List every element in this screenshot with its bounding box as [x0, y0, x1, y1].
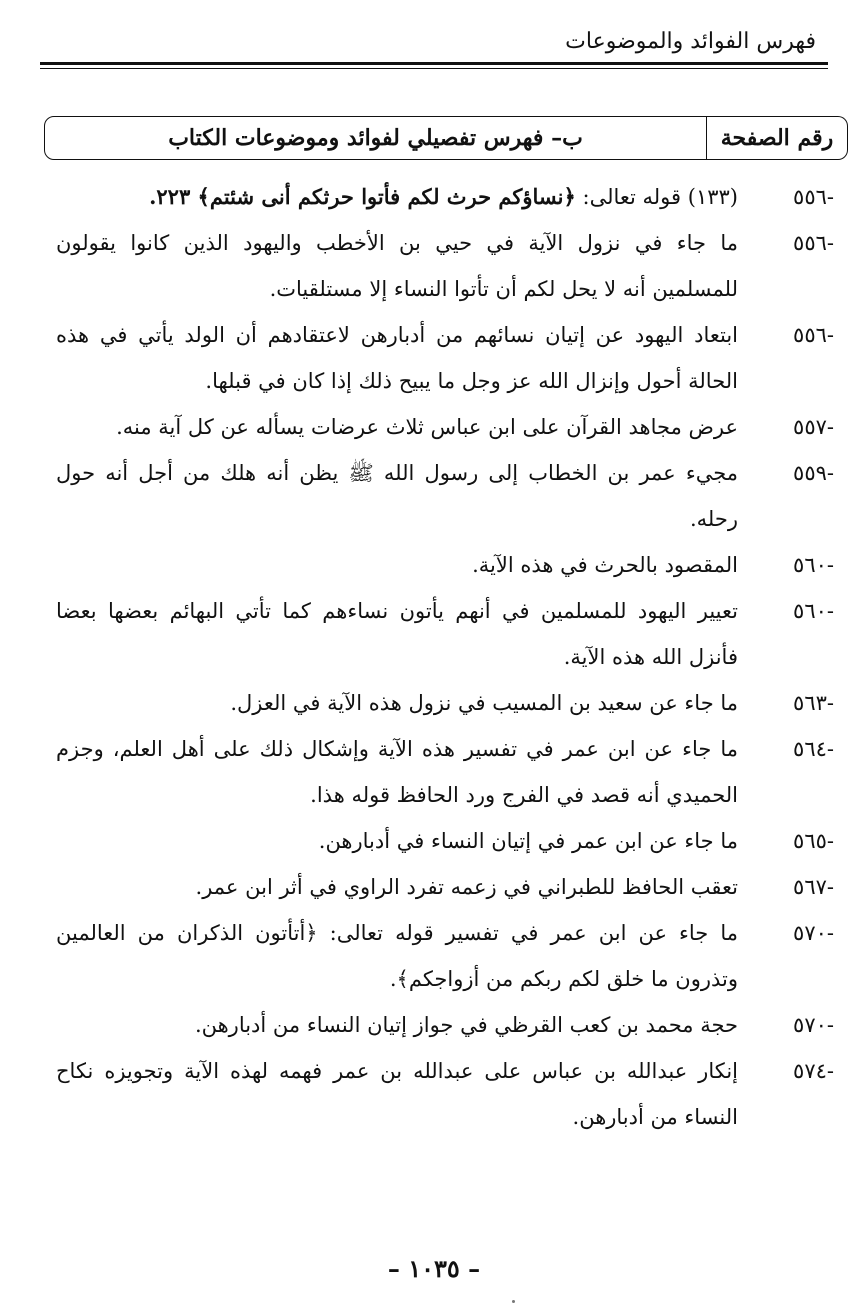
entry-text	[44, 174, 738, 220]
page-number-column-header: رقم الصفحة	[707, 116, 848, 160]
header-rule-thick	[40, 62, 828, 65]
entry-text: حجة محمد بن كعب القرظي في جواز إتيان النساء من أدبارهن.	[194, 1013, 738, 1037]
index-entry	[44, 174, 848, 220]
entry-text: مجيء عمر بن الخطاب إلى رسول الله ﷺ يظن أنه هلك من أجل أنه حول رحله.	[56, 461, 738, 531]
topics-column-header: ب– فهرس تفصيلي لفوائد وموضوعات الكتاب	[44, 116, 707, 160]
entry-page-number: -٥٥٦	[793, 185, 834, 209]
running-header: فهرس الفوائد والموضوعات	[565, 29, 816, 54]
index-entries	[44, 174, 848, 1140]
entry-page-number: -٥٦٣	[793, 691, 834, 715]
entry-page-number: -٥٦٧	[793, 875, 834, 899]
entry-text: تعيير اليهود للمسلمين في أنهم يأتون نساءهم كما تأتي البهائم بعضها بعضا فأنزل الله هذه الآية.	[56, 599, 738, 669]
page-number-footer: – ١٠٣٥ –	[387, 1254, 481, 1283]
index-entry	[44, 1002, 848, 1048]
entry-text: المقصود بالحرث في هذه الآية.	[472, 553, 738, 577]
entry-page-number: -٥٧٤	[793, 1059, 834, 1083]
entry-page-number: -٥٥٦	[793, 323, 834, 347]
index-entry	[44, 220, 848, 312]
entry-text: ابتعاد اليهود عن إتيان نسائهم من أدبارهن لاعتقادهم أن الولد يأتي في هذه الحالة أحول وإنزال الله عز وجل ما يبيح ذلك إذا كان في قبلها.	[56, 323, 738, 393]
index-entry	[44, 588, 848, 680]
entry-page-number: -٥٥٧	[793, 415, 834, 439]
print-speck	[512, 1300, 515, 1303]
entry-page-number: -٥٦٥	[793, 829, 834, 853]
index-entry	[44, 910, 848, 1002]
entry-text: تعقب الحافظ للطبراني في زعمه تفرد الراوي في أثر ابن عمر.	[195, 875, 738, 899]
entry-page-number: -٥٧٠	[793, 1013, 834, 1037]
header-rule-thin	[40, 68, 828, 69]
index-entry	[44, 1048, 848, 1140]
index-entry	[44, 818, 848, 864]
entry-text: ما جاء في نزول الآية في حيي بن الأخطب واليهود الذين كانوا يقولون للمسلمين أنه لا يحل لكم أن تأتوا النساء إلا مستلقيات.	[56, 231, 738, 301]
index-entry	[44, 680, 848, 726]
entry-page-number: -٥٦٤	[793, 737, 834, 761]
entry-text: ما جاء عن ابن عمر في إتيان النساء في أدبارهن.	[318, 829, 738, 853]
entry-page-number: -٥٧٠	[793, 921, 834, 945]
entry-text: ما جاء عن ابن عمر في تفسير قوله تعالى: ﴿أتأتون الذكران من العالمين وتذرون ما خلق لكم ربكم من أزواجكم﴾.	[56, 921, 738, 991]
entry-page-number: -٥٥٩	[793, 461, 834, 485]
index-entry	[44, 726, 848, 818]
entry-page-number: -٥٦٠	[793, 553, 834, 577]
entry-text: ما جاء عن ابن عمر في تفسير هذه الآية وإشكال ذلك على أهل العلم، وجزم الحميدي أنه قصد في الفرج ورد الحافظ قوله هذا.	[56, 737, 738, 807]
index-table-header	[44, 116, 848, 160]
entry-text: عرض مجاهد القرآن على ابن عباس ثلاث عرضات يسأله عن كل آية منه.	[116, 415, 738, 439]
index-entry	[44, 542, 848, 588]
index-entry	[44, 404, 848, 450]
entry-text: إنكار عبدالله بن عباس على عبدالله بن عمر فهمه لهذه الآية وتجويزه نكاح النساء من أدبارهن.	[56, 1059, 738, 1129]
quran-verse-text: ﴿نساؤكم حرث لكم فأتوا حرثكم أنى شئتم﴾ ٢٢٣.	[149, 184, 576, 209]
index-entry	[44, 312, 848, 404]
entry-page-number: -٥٥٦	[793, 231, 834, 255]
index-entry	[44, 450, 848, 542]
entry-page-number: -٥٦٠	[793, 599, 834, 623]
index-entry	[44, 864, 848, 910]
entry-text: ما جاء عن سعيد بن المسيب في نزول هذه الآية في العزل.	[230, 691, 738, 715]
entry-text-intro: (١٣٣) قوله تعالى:	[575, 185, 738, 209]
